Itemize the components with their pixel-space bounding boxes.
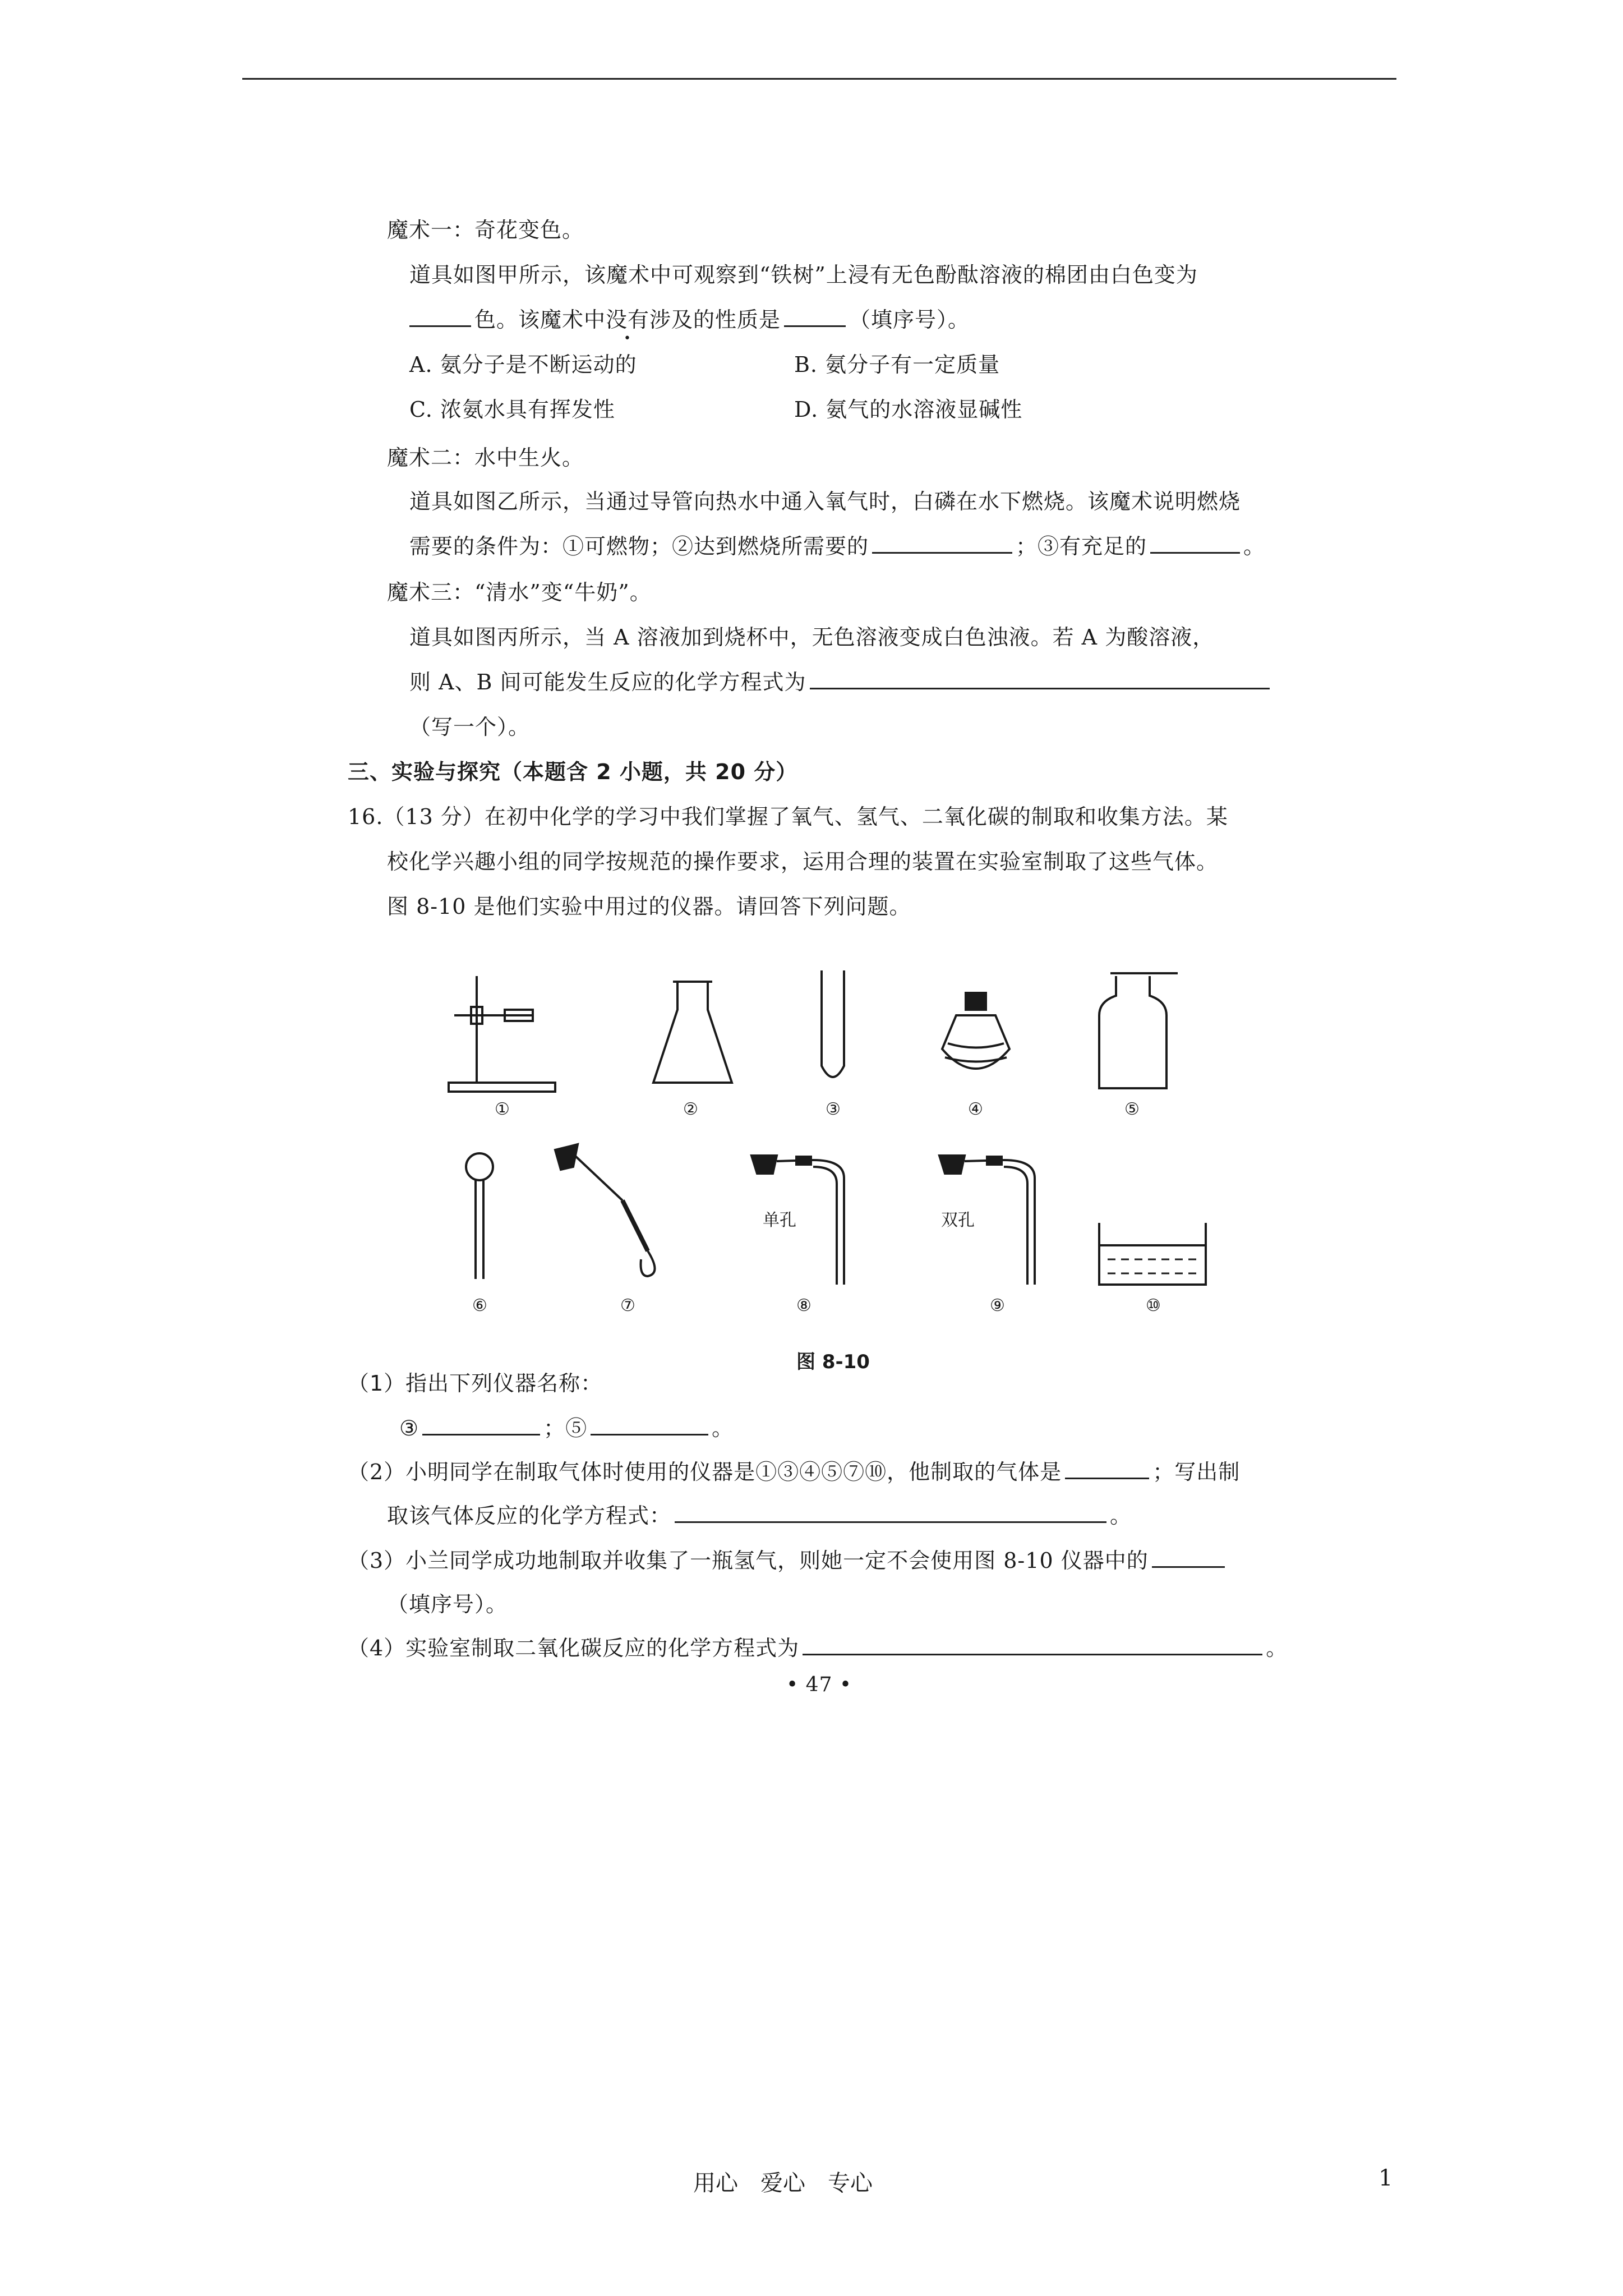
magic3-line2: 则 A、B 间可能发生反应的化学方程式为 (409, 668, 1273, 697)
sub3-line1: （3）小兰同学成功地制取并收集了一瓶氢气，则她一定不会使用图 8-10 仪器中的 (348, 1546, 1228, 1575)
label-10: ⑩ (1146, 1296, 1161, 1315)
label-2: ② (683, 1099, 698, 1119)
header-rule (242, 78, 1396, 80)
blank-equation-gas[interactable] (675, 1502, 1106, 1523)
footer-motto: 用心 爱心 专心 (693, 2170, 873, 2196)
blank-property[interactable] (784, 306, 846, 327)
emphasis-not: 没有 (606, 307, 650, 332)
alcohol-lamp-icon (942, 993, 1009, 1069)
label-6: ⑥ (472, 1296, 487, 1315)
test-tube-icon (822, 970, 844, 1077)
q16-line1: 16.（13 分）在初中化学的学习中我们掌握了氧气、氢气、二氧化碳的制取和收集方法。某 (348, 804, 1228, 829)
label-4: ④ (968, 1099, 983, 1119)
option-b: B. 氨分子有一定质量 (794, 352, 1000, 377)
page-number: • 47 • (786, 1673, 852, 1696)
footer-page: 1 (1378, 2165, 1393, 2191)
double-hole-label: 双孔 (941, 1211, 975, 1230)
figure-apparatus (426, 954, 1223, 1358)
sub2-line1: （2）小明同学在制取气体时使用的仪器是①③④⑤⑦⑩，他制取的气体是 ；写出制 (348, 1460, 1241, 1484)
blank-sufficient[interactable] (1150, 533, 1240, 554)
magic2-line2: 需要的条件为：①可燃物；②达到燃烧所需要的 ；③有充足的 。 (409, 534, 1266, 559)
magic1-line1: 道具如图甲所示，该魔术中可观察到“铁树”上浸有无色酚酞溶液的棉团由白色变为 (409, 263, 1198, 287)
blank-equation-co2[interactable] (803, 1635, 1262, 1655)
label-3: ③ (826, 1099, 841, 1119)
magic3-title: 魔术三：“清水”变“牛奶”。 (387, 580, 652, 605)
option-d: D. 氨气的水溶液显碱性 (794, 397, 1023, 422)
label-1: ① (495, 1099, 510, 1119)
label-9: ⑨ (990, 1296, 1005, 1315)
option-a: A. 氨分子是不断运动的 (409, 352, 637, 377)
blank-equation-ab[interactable] (810, 669, 1270, 689)
conical-flask-icon (653, 982, 732, 1083)
magic3-line1: 道具如图丙所示，当 A 溶液加到烧杯中，无色溶液变成白色浊液。若 A 为酸溶液， (409, 625, 1215, 650)
sub1-line1: （1）指出下列仪器名称： (348, 1371, 603, 1396)
sub3-line2: （填序号）。 (387, 1592, 508, 1617)
sub1-line2: ③ ；⑤ 。 (399, 1416, 734, 1441)
blank-condition[interactable] (872, 533, 1012, 554)
blank-unused-instrument[interactable] (1152, 1547, 1225, 1568)
gas-bottle-icon (1099, 973, 1178, 1088)
label-5: ⑤ (1124, 1099, 1140, 1119)
funnel-icon (466, 1153, 493, 1279)
sub2-line2: 取该气体反应的化学方程式： 。 (387, 1503, 1132, 1528)
q16-line2: 校化学兴趣小组的同学按规范的操作要求，运用合理的装置在实验室制取了这些气体。 (387, 849, 1219, 874)
blank-color[interactable] (409, 306, 471, 327)
blank-instrument-5[interactable] (591, 1415, 708, 1435)
magic2-title: 魔术二：水中生火。 (387, 445, 584, 470)
magic1-title: 魔术一：奇花变色。 (387, 218, 584, 242)
figure-caption: 图 8-10 (796, 1351, 870, 1373)
magic3-line3: （写一个）。 (409, 715, 531, 739)
stopper-tube-icon (555, 1144, 655, 1276)
magic2-line1: 道具如图乙所示，当通过导管向热水中通入氧气时，白磷在水下燃烧。该魔术说明燃烧 (409, 489, 1241, 514)
water-trough-icon (1099, 1223, 1206, 1285)
blank-instrument-3[interactable] (422, 1415, 540, 1435)
apparatus-drawing (426, 954, 1223, 1358)
sub4-line1: （4）实验室制取二氧化碳反应的化学方程式为 。 (348, 1636, 1288, 1660)
label-7: ⑦ (620, 1296, 635, 1315)
magic1-line2: 色。该魔术中没有涉及的性质是 （填序号）。 (409, 305, 970, 334)
iron-stand-icon (449, 976, 555, 1092)
blank-gas[interactable] (1065, 1458, 1149, 1479)
section-title: 三、实验与探究（本题含 2 小题，共 20 分） (348, 760, 798, 784)
single-hole-label: 单孔 (763, 1211, 796, 1230)
q16-line3: 图 8-10 是他们实验中用过的仪器。请回答下列问题。 (387, 894, 911, 919)
option-c: C. 浓氨水具有挥发性 (409, 397, 615, 422)
label-8: ⑧ (796, 1296, 811, 1315)
